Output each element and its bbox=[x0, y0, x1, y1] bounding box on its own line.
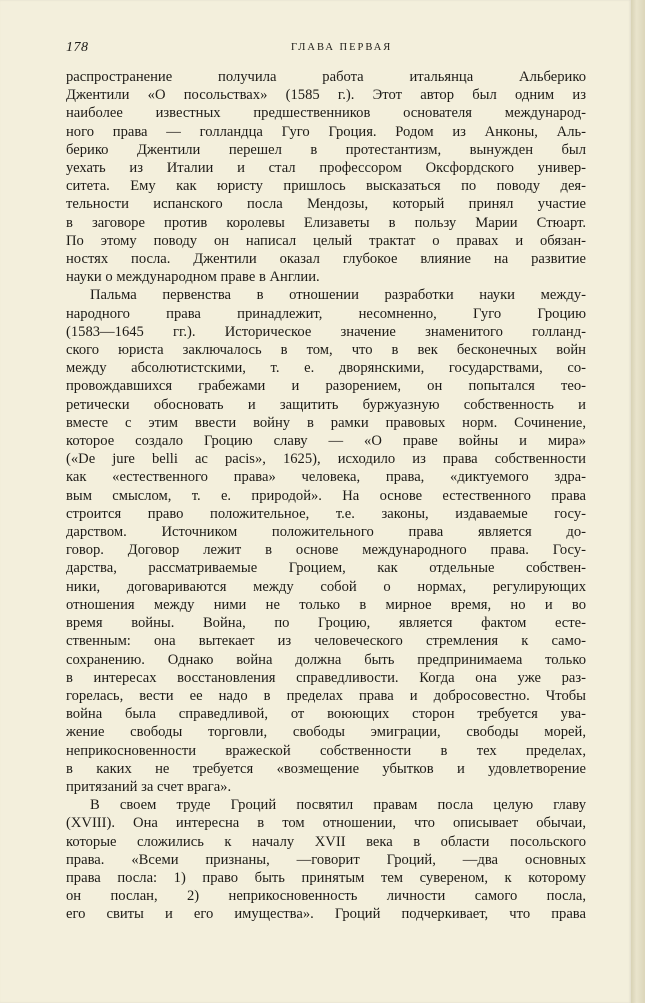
text-line: жение свободы торговли, свободы эмиграции, свободы морей, bbox=[66, 724, 586, 741]
text-line: строится право положительное, т.е. законы, издаваемые госу- bbox=[66, 505, 586, 522]
text-line: наиболее известных предшественников основателя международ- bbox=[66, 105, 586, 122]
text-line: вым смыслом, т. е. природой». На основе естественного права bbox=[66, 487, 586, 504]
text-line: В своем труде Гроций посвятил правам посла целую главу bbox=[90, 797, 586, 814]
text-line: Пальма первенства в отношении разработки науки между- bbox=[90, 287, 586, 304]
text-line: вместе с этим ввести войну в рамки правовых норм. Сочинение, bbox=[66, 414, 586, 431]
text-line: его свиты и его имущества». Гроций подчеркивает, что права bbox=[66, 906, 586, 923]
text-line: в интересах восстановления справедливости. Когда она уже раз- bbox=[66, 669, 586, 686]
page-header bbox=[66, 40, 586, 60]
text-line: говор. Договор лежит в основе международного права. Госу- bbox=[66, 542, 586, 559]
text-line: (XVIII). Она интересна в том отношении, что описывает обычаи, bbox=[66, 815, 586, 832]
text-line: науки о международном праве в Англии. bbox=[66, 269, 320, 286]
text-line: горелась, вести ее надо в пределах права и добросовестно. Чтобы bbox=[66, 687, 586, 704]
text-line: ственным: она вытекает из человеческого стремления к само- bbox=[66, 633, 586, 650]
page-edge bbox=[631, 0, 645, 1003]
text-line: дарством. Источником положительного права является до- bbox=[66, 524, 586, 541]
text-line: которые сложились к началу XVII века в области посольского bbox=[66, 833, 586, 850]
text-line: ретически обосновать и защитить буржуазную собственность и bbox=[66, 396, 586, 413]
text-line: права посла: 1) право быть принятым тем сувереном, к которому bbox=[66, 869, 586, 886]
paragraph bbox=[66, 68, 586, 286]
text-line: отношения между ними не только в мирное время, но и во bbox=[66, 596, 586, 613]
text-line: между абсолютистскими, т. е. дворянскими, государствами, со- bbox=[66, 360, 586, 377]
paragraph bbox=[66, 286, 586, 796]
text-line: ситета. Ему как юристу пришлось высказаться по поводу дея- bbox=[66, 178, 586, 195]
text-line: притязаний за счет врага». bbox=[66, 778, 232, 795]
text-line: уехать из Италии и стал профессором Оксфордского универ- bbox=[66, 160, 586, 177]
text-line: распространение получила работа итальянца Альберико bbox=[66, 69, 586, 85]
text-line: неприкосновенности вражеской собственности в тех пределах, bbox=[66, 742, 586, 759]
text-line: права. «Всеми признаны, —говорит Гроций, —два основных bbox=[66, 851, 586, 868]
text-line: народного права принадлежит, несомненно, Гуго Гроцию bbox=[66, 305, 586, 322]
text-line: По этому поводу он написал целый трактат о правах и обязан- bbox=[66, 232, 586, 249]
text-line: война была справедливой, от воюющих сторон требуется ува- bbox=[66, 706, 586, 723]
running-head: ГЛАВА ПЕРВАЯ bbox=[291, 42, 393, 53]
text-line: ного права — голландца Гуго Гроция. Родом из Анконы, Аль- bbox=[66, 123, 586, 140]
text-line: ского юриста заключалось в том, что в век бесконечных войн bbox=[66, 342, 586, 359]
text-line: (1583—1645 гг.). Историческое значение знаменитого голланд- bbox=[66, 323, 586, 340]
text-line: тельности испанского посла Мендозы, который принял участие bbox=[66, 196, 586, 213]
text-line: Джентили «О посольствах» (1585 г.). Этот автор был одним из bbox=[66, 87, 586, 104]
text-line: как «естественного права» человека, права, «диктуемого здра- bbox=[66, 469, 586, 486]
page-number: 178 bbox=[66, 40, 89, 55]
text-line: в каких не требуется «возмещение убытков и удовлетворение bbox=[66, 760, 586, 777]
paragraph bbox=[66, 796, 586, 923]
text-line: в заговоре против королевы Елизаветы в пользу Марии Стюарт. bbox=[66, 214, 586, 231]
text-line: сохранению. Однако война должна быть предпринимаема только bbox=[66, 651, 586, 668]
text-line: дарства, рассматриваемые Гроцием, как отдельные собствен- bbox=[66, 560, 586, 577]
text-line: («De jure belli ac pacis», 1625), исходило из права собственности bbox=[66, 451, 586, 468]
text-line: берико Джентили перешел в протестантизм, вынужден был bbox=[66, 141, 586, 158]
text-line: ники, договариваются между собой о нормах, регулирующих bbox=[66, 578, 586, 595]
text-line: ностях посла. Джентили оказал глубокое влияние на развитие bbox=[66, 251, 586, 268]
text-line: провождавшихся грабежами и разорением, он попытался тео- bbox=[66, 378, 586, 395]
text-line: он послан, 2) неприкосновенность личности самого посла, bbox=[66, 888, 586, 905]
body-text bbox=[66, 68, 586, 924]
text-line: которое создало Гроцию славу — «О праве войны и мира» bbox=[66, 433, 586, 450]
text-line: время войны. Война, по Гроцию, является фактом есте- bbox=[66, 615, 586, 632]
